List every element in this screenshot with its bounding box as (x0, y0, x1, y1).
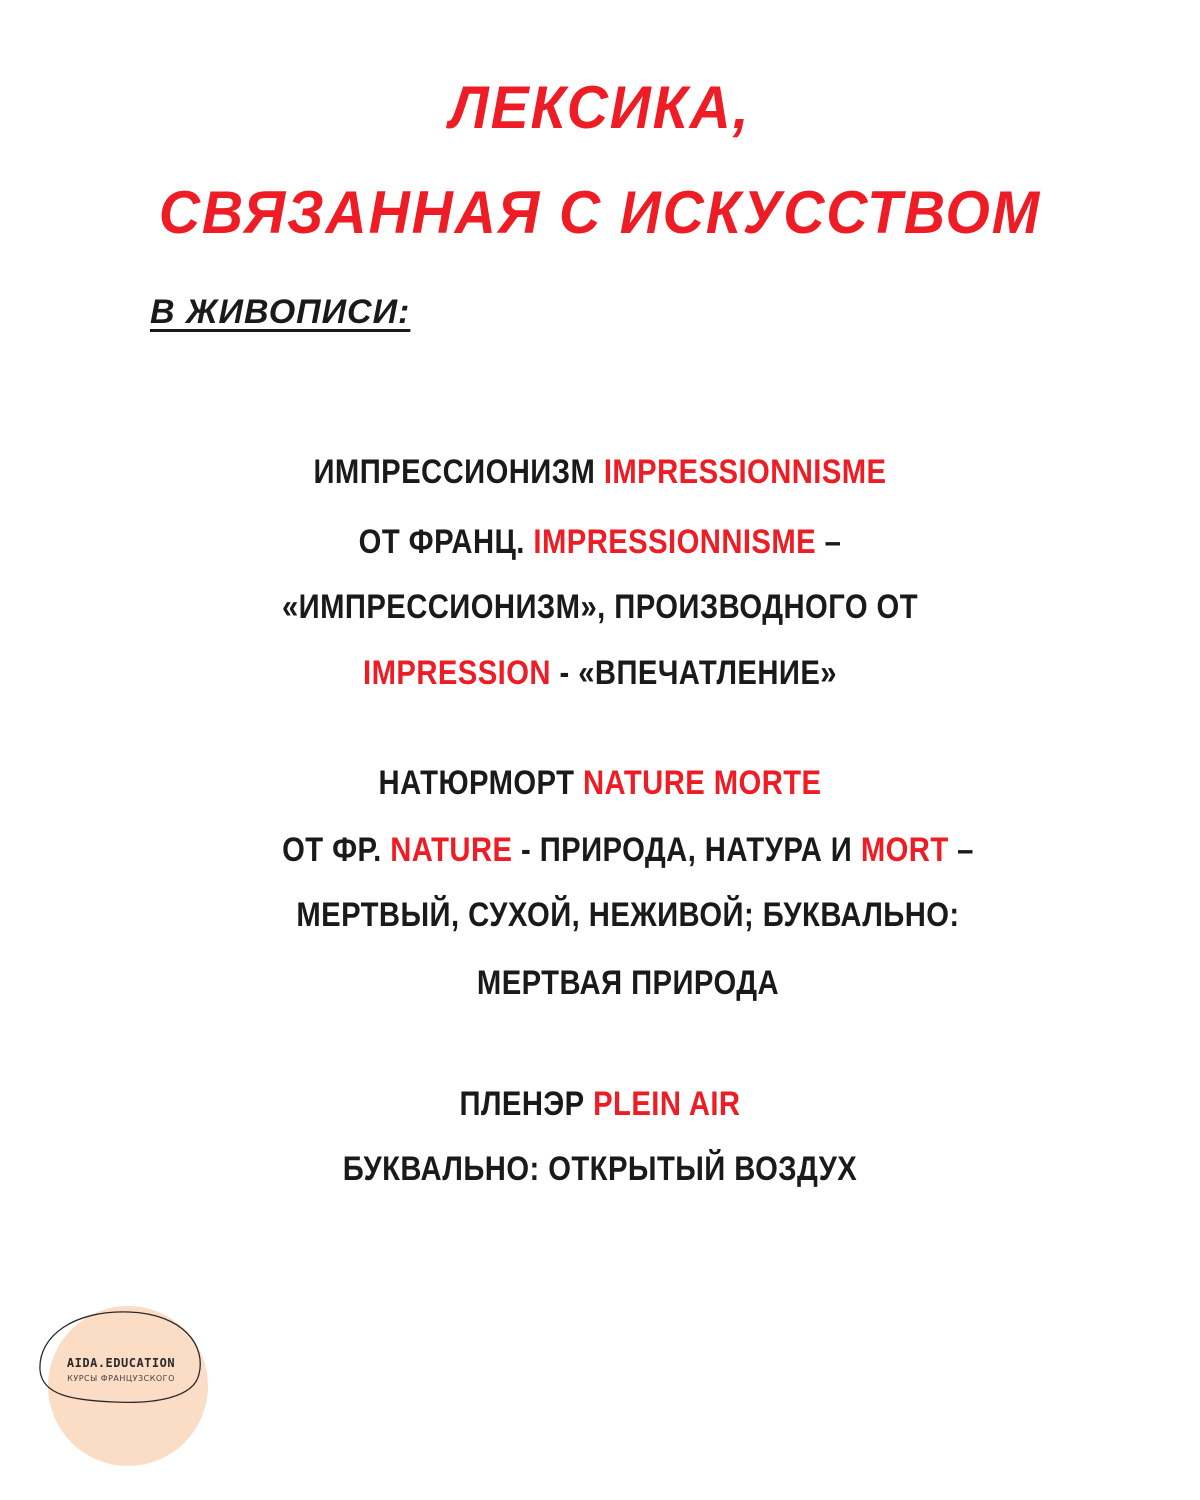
etymology-word: IMPRESSIONNISME (533, 523, 817, 561)
etymology-word: NATURE (390, 831, 513, 869)
entry-etymology-line (84, 656, 1116, 690)
term-french: NATURE MORTE (582, 764, 822, 802)
logo-name: AIDA.EDUCATION (66, 1356, 176, 1370)
term-french: IMPRESSIONNISME (603, 453, 887, 491)
etymology-word: IMPRESSION (363, 654, 551, 692)
aida-education-logo (40, 1300, 210, 1470)
section-heading: В ЖИВОПИСИ: (150, 293, 411, 331)
entry-etymology-line: МЕРТВЫЙ, СУХОЙ, НЕЖИВОЙ; БУКВАЛЬНО: (296, 896, 960, 934)
term-russian: НАТЮРМОРТ (378, 764, 575, 802)
entry-term-line (84, 766, 1116, 800)
entry-etymology-line (112, 833, 1144, 867)
title-line-2: СВЯЗАННАЯ С ИСКУССТВОМ (158, 179, 1042, 246)
etymology-word: MORT (860, 831, 949, 869)
etymology-mid: - ПРИРОДА, НАТУРА И (512, 831, 861, 869)
entry-term-line (84, 1087, 1116, 1121)
entry-etymology-line: БУКВАЛЬНО: ОТКРЫТЫЙ ВОЗДУХ (342, 1150, 858, 1188)
term-russian: ИМПРЕССИОНИЗМ (313, 453, 596, 491)
etymology-prefix: ОТ ФР. (282, 831, 382, 869)
term-russian: ПЛЕНЭР (459, 1085, 585, 1123)
term-french: PLEIN AIR (593, 1085, 741, 1123)
entry-term-line (84, 455, 1116, 489)
entry-etymology-line: «ИМПРЕССИОНИЗМ», ПРОИЗВОДНОГО ОТ (281, 588, 919, 626)
logo-tagline: КУРСЫ ФРАНЦУЗСКОГО (67, 1374, 175, 1383)
etymology-suffix: – (816, 523, 842, 561)
entry-etymology-line: МЕРТВАЯ ПРИРОДА (476, 964, 780, 1002)
entry-etymology-line (84, 525, 1116, 559)
etymology-suffix: – (948, 831, 974, 869)
etymology-suffix: - «ВПЕЧАТЛЕНИЕ» (550, 654, 837, 692)
title-line-1: ЛЕКСИКА, (449, 74, 751, 141)
etymology-prefix: ОТ ФРАНЦ. (358, 523, 525, 561)
